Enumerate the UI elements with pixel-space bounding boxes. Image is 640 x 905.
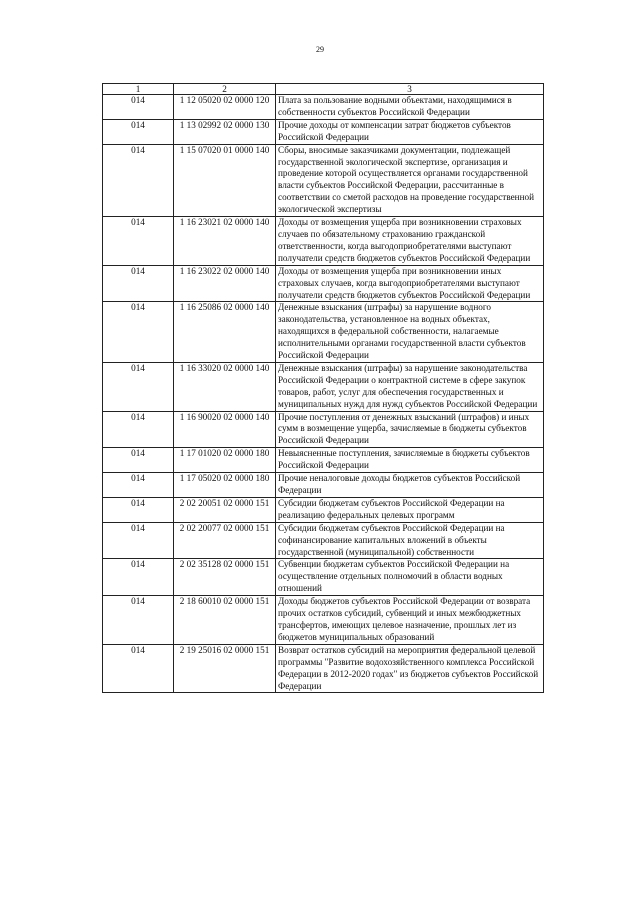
budget-code-cell: 1 16 23022 02 0000 140: [174, 265, 276, 302]
table-row: [103, 95, 544, 120]
table-row: [103, 522, 544, 559]
admin-code-cell: 014: [103, 522, 174, 559]
budget-code-cell: 1 16 33020 02 0000 140: [174, 362, 276, 411]
table-row: [103, 644, 544, 693]
budget-code-cell: 1 16 90020 02 0000 140: [174, 411, 276, 448]
revenue-name-cell: Прочие поступления от денежных взысканий (штрафов) и иных сумм в возмещение ущерба, зачисляемые в бюджеты субъектов Российской Федерации: [276, 411, 544, 448]
admin-code-cell: 014: [103, 497, 174, 522]
column-header-3: 3: [276, 84, 544, 95]
revenue-name-cell: Прочие неналоговые доходы бюджетов субъектов Российской Федерации: [276, 473, 544, 498]
admin-code-cell: 014: [103, 217, 174, 266]
table-row: [103, 302, 544, 363]
admin-code-cell: 014: [103, 559, 174, 596]
table-row: [103, 144, 544, 216]
revenue-name-cell: Субсидии бюджетам субъектов Российской Федерации на реализацию федеральных целевых программ: [276, 497, 544, 522]
revenue-name-cell: Невыясненные поступления, зачисляемые в бюджеты субъектов Российской Федерации: [276, 448, 544, 473]
admin-code-cell: 014: [103, 302, 174, 363]
budget-code-cell: 2 19 25016 02 0000 151: [174, 644, 276, 693]
budget-code-cell: 1 17 01020 02 0000 180: [174, 448, 276, 473]
budget-code-cell: 2 02 20077 02 0000 151: [174, 522, 276, 559]
admin-code-cell: 014: [103, 448, 174, 473]
table-row: [103, 497, 544, 522]
revenue-name-cell: Доходы от возмещения ущерба при возникновении страховых случаев по обязательному страхованию гражданской ответственности, когда выгодоприобретателями выступают получатели средств бюджетов субъектов Российской Федерации: [276, 217, 544, 266]
admin-code-cell: 014: [103, 596, 174, 645]
admin-code-cell: 014: [103, 119, 174, 144]
table-row: [103, 559, 544, 596]
column-header-1: 1: [103, 84, 174, 95]
table-row: [103, 411, 544, 448]
table-row: [103, 473, 544, 498]
admin-code-cell: 014: [103, 144, 174, 216]
revenue-codes-table: [102, 83, 544, 693]
budget-code-cell: 1 17 05020 02 0000 180: [174, 473, 276, 498]
budget-code-cell: 2 02 20051 02 0000 151: [174, 497, 276, 522]
budget-code-cell: 1 12 05020 02 0000 120: [174, 95, 276, 120]
revenue-name-cell: Субсидии бюджетам субъектов Российской Федерации на софинансирование капитальных вложений в объекты государственной (муниципальной) собственности: [276, 522, 544, 559]
table-header-row: [103, 84, 544, 95]
page-number: 29: [316, 45, 324, 54]
revenue-name-cell: Возврат остатков субсидий на мероприятия федеральной целевой программы "Развитие водохозяйственного комплекса Российской Федерации в 2012-2020 годах" из бюджетов субъектов Российской Федерации: [276, 644, 544, 693]
revenue-name-cell: Прочие доходы от компенсации затрат бюджетов субъектов Российской Федерации: [276, 119, 544, 144]
budget-code-cell: 2 18 60010 02 0000 151: [174, 596, 276, 645]
table-row: [103, 217, 544, 266]
revenue-name-cell: Денежные взыскания (штрафы) за нарушение водного законодательства, установленное на водных объектах, находящихся в федеральной собственности, налагаемые исполнительными органами государственной власти субъектов Российской Федерации: [276, 302, 544, 363]
admin-code-cell: 014: [103, 411, 174, 448]
budget-code-cell: 1 16 25086 02 0000 140: [174, 302, 276, 363]
budget-code-cell: 1 15 07020 01 0000 140: [174, 144, 276, 216]
table-row: [103, 596, 544, 645]
table-row: [103, 448, 544, 473]
admin-code-cell: 014: [103, 95, 174, 120]
revenue-name-cell: Доходы бюджетов субъектов Российской Федерации от возврата прочих остатков субсидий, субвенций и иных межбюджетных трансфертов, имеющих целевое назначение, прошлых лет из бюджетов муниципальных образований: [276, 596, 544, 645]
revenue-name-cell: Сборы, вносимые заказчиками документации, подлежащей государственной экологической экспертизе, организация и проведение которой осуществляется органами государственной власти субъектов Российской Федерации, рассчитанные в соответствии со сметой расходов на проведение государственной экологической экспертизы: [276, 144, 544, 216]
revenue-name-cell: Субвенции бюджетам субъектов Российской Федерации на осуществление отдельных полномочий в области водных отношений: [276, 559, 544, 596]
column-header-2: 2: [174, 84, 276, 95]
admin-code-cell: 014: [103, 265, 174, 302]
revenue-name-cell: Плата за пользование водными объектами, находящимися в собственности субъектов Российской Федерации: [276, 95, 544, 120]
admin-code-cell: 014: [103, 473, 174, 498]
budget-code-cell: 1 16 23021 02 0000 140: [174, 217, 276, 266]
budget-code-cell: 1 13 02992 02 0000 130: [174, 119, 276, 144]
table-row: [103, 265, 544, 302]
revenue-name-cell: Денежные взыскания (штрафы) за нарушение законодательства Российской Федерации о контрактной системе в сфере закупок товаров, работ, услуг для обеспечения государственных и муниципальных нужд для нужд субъектов Российской Федерации: [276, 362, 544, 411]
budget-code-cell: 2 02 35128 02 0000 151: [174, 559, 276, 596]
revenue-name-cell: Доходы от возмещения ущерба при возникновении иных страховых случаев, когда выгодоприобретателями выступают получатели средств бюджетов субъектов Российской Федерации: [276, 265, 544, 302]
admin-code-cell: 014: [103, 362, 174, 411]
table-row: [103, 362, 544, 411]
table-row: [103, 119, 544, 144]
admin-code-cell: 014: [103, 644, 174, 693]
